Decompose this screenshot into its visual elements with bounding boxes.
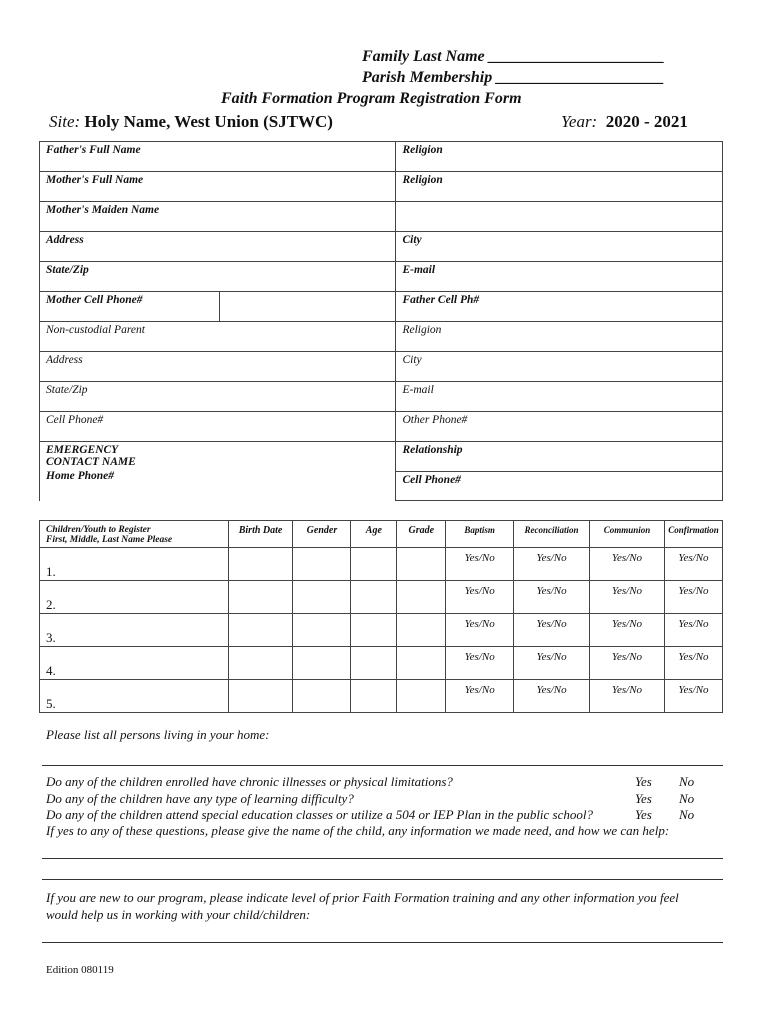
religion-label: Religion [402, 324, 442, 336]
cell-phone2-field[interactable] [396, 472, 722, 500]
religion-label: Religion [402, 174, 443, 186]
col-gender: Gender [293, 521, 351, 548]
col-age: Age [351, 521, 397, 548]
yes-no-text: Yes/No [678, 684, 709, 696]
child-age-field[interactable] [351, 680, 397, 713]
question-if-yes: If yes to any of these questions, please give the name of the child, any information we made need, and how we can help: [46, 823, 670, 838]
family-last-name-label: Family Last Name ______________________ [362, 48, 665, 65]
col-name-line2: First, Middle, Last Name Please [46, 535, 173, 545]
child-age-field[interactable] [351, 614, 397, 647]
col-name-header [40, 521, 229, 548]
child-gender-field[interactable] [293, 581, 351, 614]
mothers-row [40, 172, 723, 202]
yes-no-text: Yes/No [611, 585, 643, 597]
child-row [40, 647, 723, 680]
mothers-maiden-name-label: Mother's Maiden Name [46, 204, 160, 216]
maiden-name-row [40, 202, 723, 232]
confirmation-yes-no[interactable] [664, 581, 722, 614]
q3-no[interactable]: No [679, 807, 695, 822]
child-name-field[interactable] [40, 680, 229, 713]
confirmation-yes-no[interactable] [664, 647, 722, 680]
baptism-yes-no[interactable] [446, 680, 514, 713]
child-birth-date-field[interactable] [228, 647, 293, 680]
q2-no[interactable]: No [679, 791, 695, 806]
yes-no-text: Yes/No [464, 552, 495, 564]
child-row [40, 680, 723, 713]
yes-no-text: Yes/No [536, 618, 567, 630]
child-row [40, 548, 723, 581]
child-grade-field[interactable] [397, 581, 446, 614]
father-religion-field[interactable] [396, 142, 723, 172]
address2-field[interactable] [40, 352, 396, 382]
fathers-row [40, 142, 723, 172]
child-number: 3. [46, 630, 56, 645]
communion-yes-no[interactable] [590, 680, 665, 713]
confirmation-yes-no[interactable] [664, 680, 722, 713]
year-line [561, 112, 688, 132]
yes-no-text: Yes/No [464, 651, 495, 663]
address-field[interactable] [40, 232, 396, 262]
baptism-yes-no[interactable] [446, 548, 514, 581]
mothers-full-name-field[interactable] [40, 172, 396, 202]
year-value: 2020 - 2021 [605, 112, 688, 131]
family-info-table [39, 141, 723, 501]
contact-name-label: CONTACT NAME [46, 456, 136, 468]
question-learning-difficulty: Do any of the children have any type of learning difficulty? [46, 791, 354, 806]
father-cell-label: Father Cell Ph# [402, 294, 480, 306]
child-age-field[interactable] [351, 581, 397, 614]
fathers-full-name-label: Father's Full Name [46, 144, 141, 156]
child-name-field[interactable] [40, 581, 229, 614]
father-cell-field[interactable] [396, 292, 723, 322]
q1-no[interactable]: No [679, 774, 695, 789]
child-number: 4. [46, 663, 56, 678]
relationship-field[interactable] [396, 442, 722, 472]
cell-phone-label: Cell Phone# [46, 414, 104, 426]
col-communion: Communion [590, 521, 665, 548]
parish-membership-label: Parish Membership _____________________ [362, 69, 665, 86]
state-zip-field[interactable] [40, 262, 396, 292]
yes-no-text: Yes/No [611, 552, 643, 564]
emergency-row [40, 442, 723, 501]
reconciliation-yes-no[interactable] [514, 647, 590, 680]
yes-no-text: Yes/No [536, 651, 567, 663]
phones-row [40, 292, 723, 322]
yes-no-text: Yes/No [678, 618, 709, 630]
child-number: 1. [46, 564, 56, 579]
if-yes-line-1[interactable] [42, 858, 723, 859]
child-birth-date-field[interactable] [228, 581, 293, 614]
question-chronic-illness: Do any of the children enrolled have chronic illnesses or physical limitations? [46, 774, 453, 789]
yes-no-text: Yes/No [536, 585, 567, 597]
relationship-cell [396, 442, 723, 501]
question-special-education: Do any of the children attend special education classes or utilize a 504 or IEP Plan in the public school? [46, 807, 594, 822]
home-phone-label: Home Phone# [46, 470, 115, 482]
state-zip2-row [40, 382, 723, 412]
yes-no-text: Yes/No [611, 651, 643, 663]
q1-yes[interactable]: Yes [635, 774, 652, 789]
other-phone-field[interactable] [396, 412, 723, 442]
child-grade-field[interactable] [397, 680, 446, 713]
address-label: Address [46, 234, 84, 246]
city-label: City [402, 354, 422, 366]
state-zip-label: State/Zip [46, 264, 89, 276]
communion-yes-no[interactable] [590, 614, 665, 647]
city2-field[interactable] [396, 352, 723, 382]
child-gender-field[interactable] [293, 647, 351, 680]
fathers-full-name-field[interactable] [40, 142, 396, 172]
yes-no-text: Yes/No [678, 552, 709, 564]
edition-label: Edition 080119 [46, 964, 114, 976]
persons-in-home-line[interactable] [42, 765, 723, 766]
site-line [49, 112, 333, 132]
yes-no-text: Yes/No [611, 618, 643, 630]
mother-cell-label: Mother Cell Phone# [46, 294, 143, 306]
child-age-field[interactable] [351, 548, 397, 581]
noncustodial-row [40, 322, 723, 352]
baptism-yes-no[interactable] [446, 581, 514, 614]
col-confirmation: Confirmation [664, 521, 722, 548]
child-birth-date-field[interactable] [228, 548, 293, 581]
state-zip2-field[interactable] [40, 382, 396, 412]
new-program-line[interactable] [42, 942, 723, 943]
col-baptism: Baptism [446, 521, 514, 548]
state-zip-label: State/Zip [46, 384, 88, 396]
yes-no-text: Yes/No [611, 684, 643, 696]
address-label: Address [46, 354, 83, 366]
col-grade: Grade [397, 521, 446, 548]
yes-no-text: Yes/No [536, 684, 567, 696]
yes-no-text: Yes/No [464, 618, 495, 630]
relationship-label: Relationship [402, 444, 463, 456]
empty-cell [396, 202, 723, 232]
state-zip-row [40, 262, 723, 292]
cell-phone-field[interactable] [40, 412, 396, 442]
form-title: Faith Formation Program Registration Form [221, 90, 522, 107]
child-number: 2. [46, 597, 56, 612]
reconciliation-yes-no[interactable] [514, 680, 590, 713]
other-phone-label: Other Phone# [402, 414, 468, 426]
baptism-yes-no[interactable] [446, 647, 514, 680]
yes-no-text: Yes/No [464, 585, 495, 597]
email-field[interactable] [396, 262, 723, 292]
child-name-field[interactable] [40, 548, 229, 581]
q3-yes[interactable]: Yes [635, 807, 652, 822]
children-header-row [40, 521, 723, 548]
children-rows [40, 548, 723, 713]
child-grade-field[interactable] [397, 548, 446, 581]
baptism-yes-no[interactable] [446, 614, 514, 647]
yes-no-text: Yes/No [678, 651, 709, 663]
religion-label: Religion [402, 144, 443, 156]
new-program-line2: would help us in working with your child/children: [46, 907, 311, 922]
mothers-maiden-name-field[interactable] [40, 202, 396, 232]
child-name-field[interactable] [40, 647, 229, 680]
child-gender-field[interactable] [293, 614, 351, 647]
emergency-contact-field[interactable] [40, 442, 396, 501]
mother-cell-field[interactable] [219, 292, 396, 322]
noncustodial-religion-field[interactable] [396, 322, 723, 352]
emergency-label: EMERGENCY [46, 444, 119, 456]
mother-cell-label-cell [40, 292, 220, 322]
reconciliation-yes-no[interactable] [514, 614, 590, 647]
address-row [40, 232, 723, 262]
child-name-field[interactable] [40, 614, 229, 647]
year-label: Year: [561, 112, 598, 131]
noncustodial-parent-field[interactable] [40, 322, 396, 352]
persons-in-home-label: Please list all persons living in your home: [46, 727, 270, 742]
col-birth-date: Birth Date [228, 521, 293, 548]
child-gender-field[interactable] [293, 548, 351, 581]
mother-religion-field[interactable] [396, 172, 723, 202]
site-value: Holy Name, West Union (SJTWC) [84, 112, 333, 131]
email-label: E-mail [402, 264, 436, 276]
yes-no-text: Yes/No [536, 552, 567, 564]
city-field[interactable] [396, 232, 723, 262]
child-gender-field[interactable] [293, 680, 351, 713]
communion-yes-no[interactable] [590, 647, 665, 680]
child-birth-date-field[interactable] [228, 680, 293, 713]
cell-phone-label: Cell Phone# [402, 474, 461, 486]
communion-yes-no[interactable] [590, 581, 665, 614]
child-row [40, 581, 723, 614]
address2-row [40, 352, 723, 382]
city-label: City [402, 234, 422, 246]
child-grade-field[interactable] [397, 614, 446, 647]
col-reconciliation: Reconciliation [514, 521, 590, 548]
new-program-line1: If you are new to our program, please indicate level of prior Faith Formation training and any other information you feel [46, 890, 679, 905]
mothers-full-name-label: Mother's Full Name [46, 174, 144, 186]
q2-yes[interactable]: Yes [635, 791, 652, 806]
yes-no-text: Yes/No [464, 684, 495, 696]
child-birth-date-field[interactable] [228, 614, 293, 647]
email-label: E-mail [402, 384, 434, 396]
reconciliation-yes-no[interactable] [514, 581, 590, 614]
yes-no-text: Yes/No [678, 585, 709, 597]
child-age-field[interactable] [351, 647, 397, 680]
children-table [39, 520, 723, 713]
noncustodial-parent-label: Non-custodial Parent [46, 324, 145, 336]
confirmation-yes-no[interactable] [664, 614, 722, 647]
child-number: 5. [46, 696, 56, 711]
child-grade-field[interactable] [397, 647, 446, 680]
child-row [40, 614, 723, 647]
col-name-line1: Children/Youth to Register [46, 525, 151, 535]
if-yes-line-2[interactable] [42, 879, 723, 880]
communion-yes-no[interactable] [590, 548, 665, 581]
site-label: Site: [49, 112, 81, 131]
confirmation-yes-no[interactable] [664, 548, 722, 581]
email2-field[interactable] [396, 382, 723, 412]
reconciliation-yes-no[interactable] [514, 548, 590, 581]
cell2-row [40, 412, 723, 442]
